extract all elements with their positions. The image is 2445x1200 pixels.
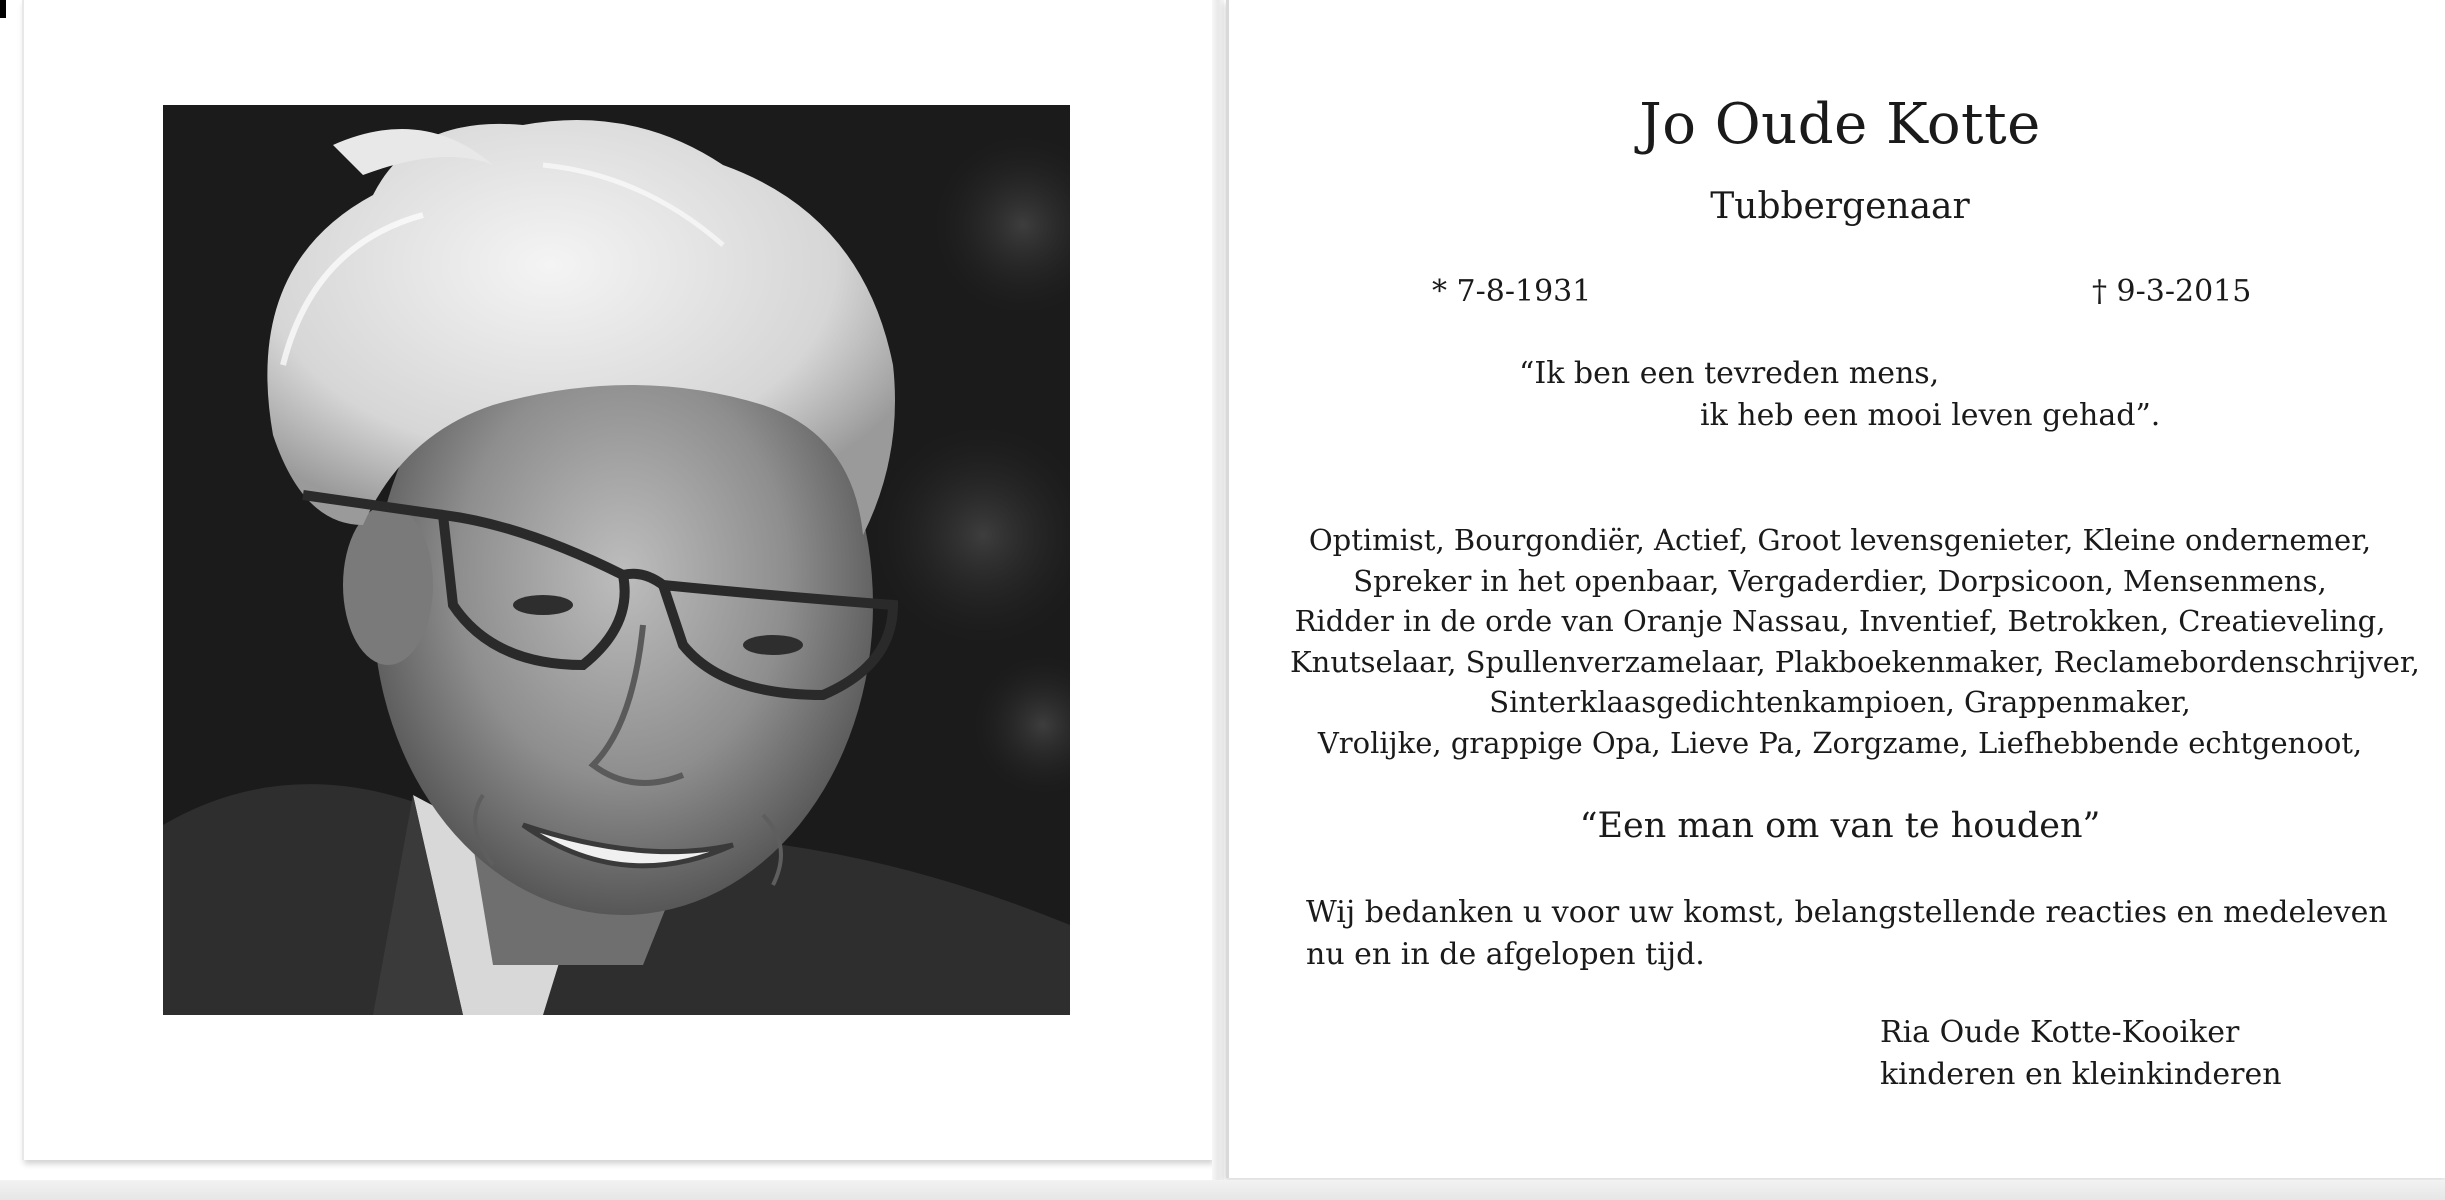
traits-line: Vrolijke, grappige Opa, Lieve Pa, Zorgzame, Liefhebbende echtgenoot, [1317,725,2363,760]
signature-line: Ria Oude Kotte-Kooiker [1880,1015,2240,1050]
traits-line: Sinterklaasgedichtenkampioen, Grappenmaker, [1489,685,2191,719]
portrait-illustration [163,105,1070,1015]
signature-line: kinderen en kleinkinderen [1880,1057,2282,1092]
thanks-line: nu en in de afgelopen tijd. [1306,937,1705,972]
deceased-name: Jo Oude Kotte [1639,92,2041,157]
thanks-line: Wij bedanken u voor uw komst, belangstellende reacties en medeleven [1306,895,2388,930]
motto: “Een man om van te houden” [1579,806,2101,846]
quote-line-2: ik heb een mooi leven gehad”. [1700,398,2161,433]
signature [1880,1012,2282,1096]
traits-line: Ridder in de orde van Oranje Nassau, Inventief, Betrokken, Creatieveling, [1294,604,2386,638]
card-fold [1212,0,1224,1200]
scan-bottom-edge [0,1180,2445,1200]
traits-line: Optimist, Bourgondiër, Actief, Groot levensgenieter, Kleine ondernemer, [1308,523,2372,557]
scan-edge [0,0,6,18]
traits-line: Spreker in het openbaar, Vergaderdier, Dorpsicoon, Mensenmens, [1353,563,2327,598]
quote-line-1: “Ik ben een tevreden mens, [1519,356,1940,391]
traits-list [1290,520,2420,763]
traits-line: Knutselaar, Spullenverzamelaar, Plakboekenmaker, Reclamebordenschrijver, [1290,644,2420,679]
death-date: † 9-3-2015 [2092,274,2252,309]
subtitle: Tubbergenaar [1710,186,1970,227]
birth-date: * 7-8-1931 [1432,274,1592,309]
thanks-text [1306,892,2388,976]
portrait-photo [163,105,1070,1015]
